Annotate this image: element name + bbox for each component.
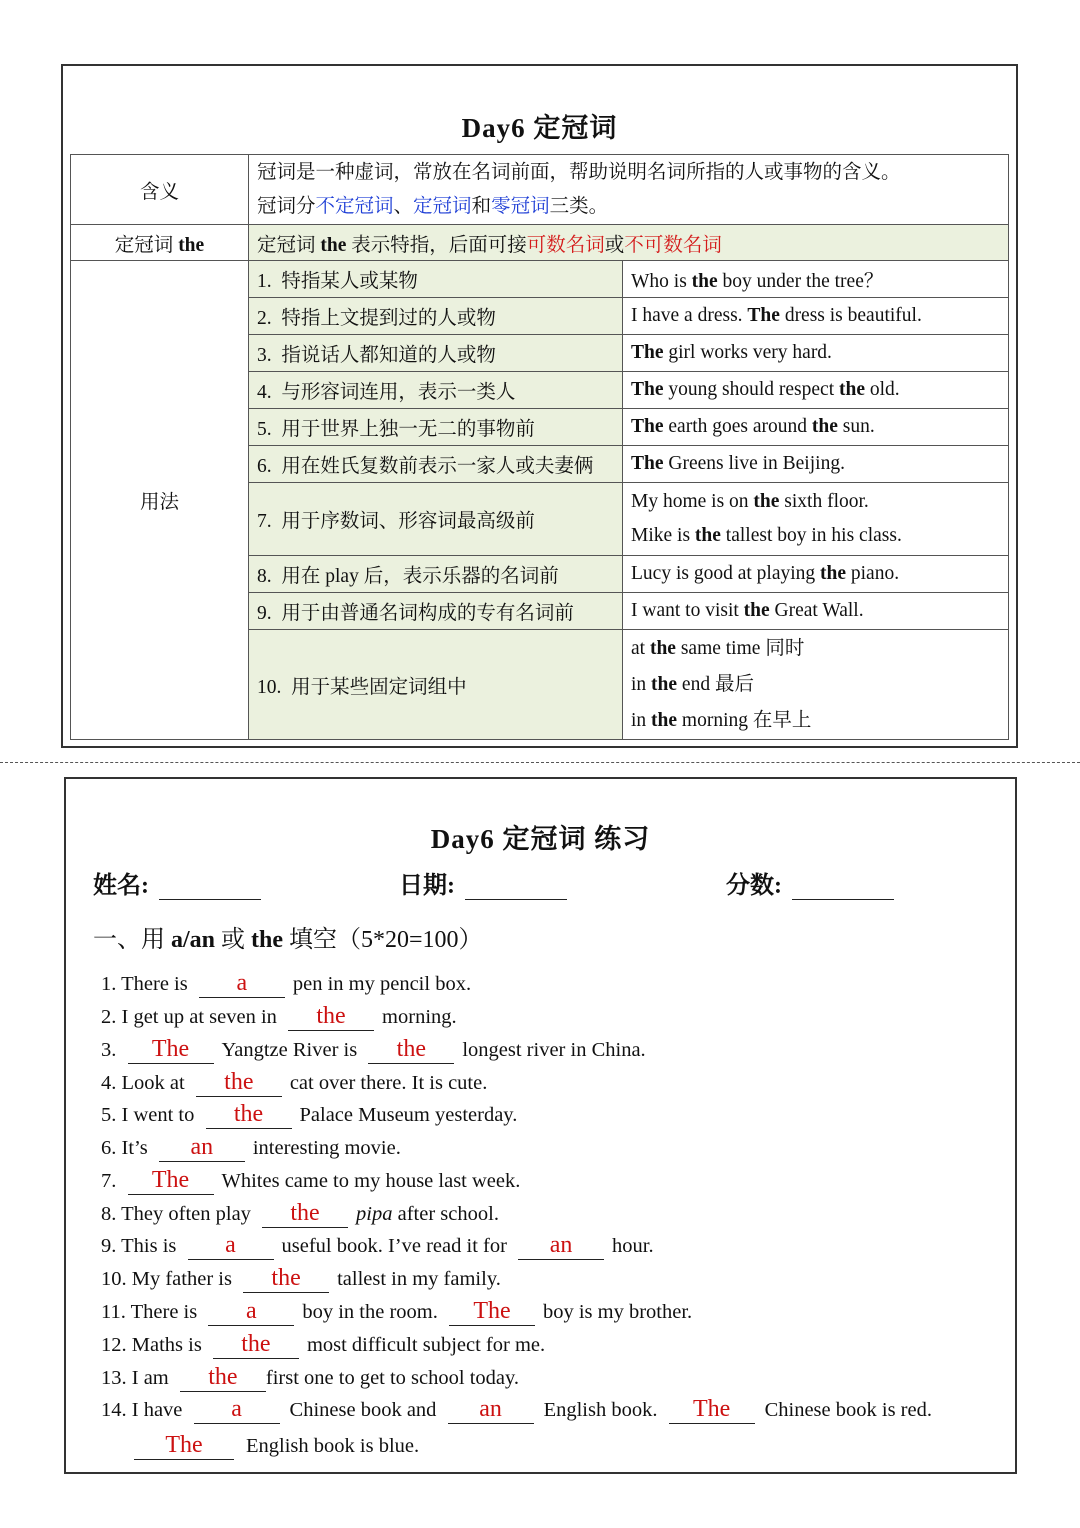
countable-noun-term: 可数名词 — [526, 234, 605, 256]
text: Greens live in Beijing. — [663, 453, 845, 474]
rule-number: 8. — [257, 566, 272, 587]
rule-text: 用于世界上独一无二的事物前 — [281, 419, 535, 440]
text: 一、用 — [93, 927, 171, 953]
text: the — [178, 234, 205, 256]
text: 表示特指，后面可接 — [346, 234, 527, 256]
exercise-title: Day6 定冠词 练习 — [430, 824, 651, 854]
question-text: 13. I am — [101, 1367, 174, 1389]
question-text: Palace Museum yesterday. — [299, 1104, 518, 1126]
example-line — [631, 519, 1000, 553]
question-text: 11. There is — [101, 1301, 203, 1323]
text: 或 — [604, 234, 625, 256]
usage-rule — [249, 593, 623, 630]
question-4 — [101, 1070, 487, 1097]
text: girl works very hard. — [663, 342, 832, 363]
text: piano. — [846, 563, 900, 584]
usage-example — [623, 409, 1009, 446]
usage-example — [623, 372, 1009, 409]
usage-example — [623, 630, 1009, 740]
question-text: pipa — [356, 1203, 393, 1225]
question-text: 7. — [101, 1170, 122, 1192]
text: end — [677, 673, 715, 695]
definition-content — [249, 225, 1009, 261]
zero-article-term: 零冠词 — [491, 195, 550, 217]
text: same time — [675, 637, 766, 659]
cut-line-divider — [0, 762, 1080, 763]
text: 和 — [471, 195, 492, 217]
rule-text: 用在姓氏复数前表示一家人或夫妻俩 — [281, 456, 594, 477]
uncountable-noun-term: 不可数名词 — [624, 234, 722, 256]
answer-blank[interactable]: an — [159, 1135, 245, 1162]
text: the — [320, 234, 347, 256]
rule-number: 1. — [257, 271, 272, 292]
question-text: 8. They often play — [101, 1203, 257, 1225]
usage-rule — [249, 630, 623, 740]
article: the — [649, 637, 676, 659]
article: The — [631, 453, 664, 474]
date-label: 日期: — [399, 873, 455, 899]
rule-text: 特指某人或某物 — [281, 271, 418, 292]
question-14-continued — [134, 1433, 419, 1460]
question-text: 1. There is — [101, 973, 193, 995]
definite-article-term: 定冠词 — [413, 195, 472, 217]
meaning-line-1: 冠词是一种虚词，常放在名词前面，帮助说明名词所指的人或事物的含义。 — [257, 161, 901, 183]
answer-blank[interactable]: the — [206, 1102, 292, 1129]
example-line — [631, 703, 1000, 739]
text: in — [631, 673, 652, 695]
definition-row — [71, 225, 1009, 261]
question-text: morning. — [382, 1006, 457, 1028]
name-blank[interactable] — [159, 877, 261, 900]
text: tallest boy in his class. — [720, 525, 902, 546]
question-text: most difficult subject for me. — [306, 1334, 546, 1356]
rule-text: 用于某些固定词组中 — [291, 676, 467, 698]
meaning-label: 含义 — [71, 155, 249, 225]
article: the — [839, 379, 865, 400]
text: I want to visit — [631, 600, 744, 621]
question-text: 12. Maths is — [101, 1334, 207, 1356]
usage-example — [623, 556, 1009, 593]
example-line — [631, 667, 1000, 703]
rule-number: 6. — [257, 456, 272, 477]
rule-number: 3. — [257, 345, 272, 366]
question-11 — [101, 1299, 692, 1326]
article: The — [631, 342, 664, 363]
section-heading — [93, 919, 483, 954]
text: morning — [677, 709, 753, 731]
indefinite-article-term: 不定冠词 — [315, 195, 394, 217]
rule-number: 9. — [257, 603, 272, 624]
rule-number: 7. — [257, 511, 272, 532]
score-blank[interactable] — [792, 877, 894, 900]
article: the — [651, 709, 678, 731]
question-text: 9. This is — [101, 1235, 182, 1257]
answer-blank[interactable]: an — [518, 1233, 604, 1260]
rule-text: 指说话人都知道的人或物 — [281, 345, 496, 366]
text: Great Wall. — [769, 600, 864, 621]
question-text: Whites came to my house last week. — [221, 1170, 521, 1192]
usage-row — [71, 261, 1009, 298]
question-text: 5. I went to — [101, 1104, 200, 1126]
question-7 — [101, 1168, 520, 1195]
text: in — [631, 709, 652, 731]
article: The — [631, 416, 664, 437]
text: Who is — [631, 271, 692, 292]
translation: 在早上 — [752, 709, 812, 731]
text: the — [251, 927, 284, 953]
text: earth goes around — [663, 416, 812, 437]
usage-example — [623, 483, 1009, 556]
score-label: 分数: — [726, 873, 782, 899]
rule-number: 5. — [257, 419, 272, 440]
answer-blank[interactable]: a — [194, 1397, 280, 1424]
article: the — [651, 673, 678, 695]
rule-number: 10. — [257, 676, 282, 698]
question-8 — [101, 1201, 499, 1228]
question-text: tallest in my family. — [337, 1268, 501, 1290]
article: the — [694, 525, 721, 546]
rule-text: 特指上文提到过的人或物 — [281, 308, 496, 329]
grammar-sheet — [61, 64, 1018, 748]
meaning-row — [71, 155, 1009, 225]
rule-text: 与形容词连用，表示一类人 — [281, 382, 516, 403]
answer-blank[interactable]: The — [128, 1037, 214, 1064]
text: I have a dress. — [631, 305, 748, 326]
question-text: English book. — [543, 1399, 663, 1421]
sheet-title: Day6 定冠词 — [461, 113, 618, 143]
question-text: longest river in China. — [462, 1039, 646, 1061]
answer-blank[interactable]: the — [288, 1004, 374, 1031]
question-text: Chinese book is red. — [764, 1399, 932, 1421]
definition-label — [71, 225, 249, 261]
text: boy under the tree？ — [717, 271, 884, 292]
answer-blank[interactable]: a — [188, 1233, 274, 1260]
translation: 最后 — [714, 673, 754, 695]
usage-rule — [249, 261, 623, 298]
text: at — [631, 637, 650, 659]
text: 、 — [393, 195, 414, 217]
text: sun. — [837, 416, 875, 437]
usage-rule — [249, 335, 623, 372]
question-2 — [101, 1004, 457, 1031]
usage-example — [623, 335, 1009, 372]
text: My home is on — [631, 491, 754, 512]
question-6 — [101, 1135, 401, 1162]
text: sixth floor. — [779, 491, 869, 512]
answer-blank[interactable]: a — [208, 1299, 294, 1326]
text: 冠词分 — [257, 195, 316, 217]
question-text: 10. My father is — [101, 1268, 238, 1290]
usage-example — [623, 446, 1009, 483]
question-5 — [101, 1102, 517, 1129]
question-1 — [101, 971, 471, 998]
article: the — [820, 563, 847, 584]
usage-rule — [249, 556, 623, 593]
answer-blank[interactable]: the — [213, 1332, 299, 1359]
article: the — [743, 600, 770, 621]
answer-blank[interactable]: The — [669, 1397, 755, 1424]
question-text: 2. I get up at seven in — [101, 1006, 283, 1028]
answer-blank[interactable]: the — [262, 1201, 348, 1228]
translation: 同时 — [765, 637, 805, 659]
answer-blank[interactable]: the — [196, 1070, 282, 1097]
text: 或 — [215, 927, 252, 953]
exercise-sheet — [64, 777, 1017, 1474]
answer-blank[interactable]: an — [448, 1397, 534, 1424]
text: 填空（5*20=100） — [283, 927, 483, 953]
usage-example — [623, 593, 1009, 630]
date-field — [399, 865, 567, 900]
text: 三类。 — [549, 195, 609, 217]
rule-number: 4. — [257, 382, 272, 403]
text: Mike is — [631, 525, 695, 546]
score-field — [726, 865, 894, 900]
example-line — [631, 631, 1000, 667]
question-12 — [101, 1332, 545, 1359]
name-field — [93, 865, 261, 900]
question-text: Chinese book and — [289, 1399, 442, 1421]
usage-example — [623, 261, 1009, 298]
usage-rule — [249, 446, 623, 483]
date-blank[interactable] — [465, 877, 567, 900]
question-text: boy is my brother. — [542, 1301, 693, 1323]
text: Lucy is good at playing — [631, 563, 821, 584]
article: the — [753, 491, 780, 512]
text: old. — [865, 379, 900, 400]
rule-text: 用在 play 后，表示乐器的名词前 — [281, 566, 559, 587]
question-text: cat over there. It is cute. — [289, 1072, 488, 1094]
text: a/an — [171, 927, 216, 953]
question-text: interesting movie. — [252, 1137, 401, 1159]
question-9 — [101, 1233, 654, 1260]
text: 定冠词 — [114, 234, 179, 256]
rule-text: 用于序数词、形容词最高级前 — [281, 511, 535, 532]
question-3 — [101, 1037, 646, 1064]
usage-rule — [249, 483, 623, 556]
question-text: Yangtze River is — [221, 1039, 363, 1061]
question-13 — [101, 1365, 519, 1392]
text: 定冠词 — [257, 234, 321, 256]
usage-example — [623, 298, 1009, 335]
text: dress is beautiful. — [779, 305, 922, 326]
usage-rule — [249, 298, 623, 335]
question-text: useful book. I’ve read it for — [281, 1235, 513, 1257]
question-text: hour. — [612, 1235, 654, 1257]
question-text: after school. — [392, 1203, 499, 1225]
answer-blank[interactable]: The — [449, 1299, 535, 1326]
article: the — [811, 416, 838, 437]
text: young should respect — [663, 379, 839, 400]
answer-blank[interactable]: the — [368, 1037, 454, 1064]
question-10 — [101, 1266, 501, 1293]
rule-number: 2. — [257, 308, 272, 329]
question-text: 6. It’s — [101, 1137, 153, 1159]
question-text: 3. — [101, 1039, 122, 1061]
grammar-table — [70, 154, 1009, 740]
meaning-line-2 — [257, 190, 1000, 224]
question-text: boy in the room. — [302, 1301, 443, 1323]
usage-label: 用法 — [71, 261, 249, 740]
article: the — [691, 271, 718, 292]
answer-blank[interactable]: a — [199, 971, 285, 998]
question-14 — [101, 1397, 932, 1424]
question-text: 4. Look at — [101, 1072, 190, 1094]
name-label: 姓名: — [93, 873, 149, 899]
article: The — [631, 379, 664, 400]
answer-blank[interactable]: The — [128, 1168, 214, 1195]
usage-rule — [249, 372, 623, 409]
meaning-content — [249, 155, 1009, 225]
rule-text: 用于由普通名词构成的专有名词前 — [281, 603, 574, 624]
question-text: English book is blue. — [246, 1435, 420, 1457]
answer-blank[interactable]: the — [180, 1365, 266, 1392]
question-text: pen in my pencil box. — [292, 973, 472, 995]
usage-rule — [249, 409, 623, 446]
example-line — [631, 485, 1000, 519]
question-text: first one to get to school today. — [265, 1367, 520, 1389]
question-text: 14. I have — [101, 1399, 188, 1421]
answer-blank[interactable]: the — [243, 1266, 329, 1293]
answer-blank[interactable]: The — [134, 1433, 234, 1460]
article: The — [747, 305, 780, 326]
